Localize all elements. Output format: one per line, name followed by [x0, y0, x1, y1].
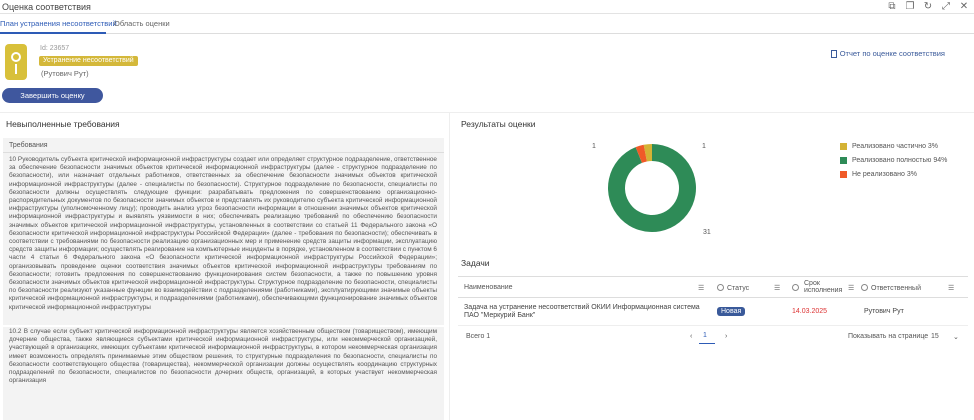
- vertical-divider: [449, 112, 450, 420]
- expand-icon[interactable]: ⤢: [942, 1, 950, 12]
- unmet-requirements-title: Невыполненные требования: [6, 119, 120, 129]
- column-owner[interactable]: Ответственный: [861, 284, 921, 292]
- filter-icon[interactable]: ☰: [774, 285, 781, 292]
- assessment-icon: [5, 44, 27, 80]
- task-status-badge: Новая: [717, 307, 745, 316]
- pie-label: 1: [702, 143, 706, 150]
- per-page-label: Показывать на странице: [848, 333, 929, 340]
- status-badge: Устранение несоответствий: [39, 56, 138, 66]
- copy-icon[interactable]: ⧉: [888, 1, 896, 12]
- report-link-label: Отчет по оценке соответствия: [839, 49, 945, 58]
- tasks-table-header: [458, 276, 968, 298]
- legend-swatch: [840, 171, 847, 178]
- legend-label: Реализовано частично 3%: [852, 142, 939, 150]
- prev-page-icon[interactable]: ‹: [690, 333, 693, 340]
- total-count: Всего 1: [466, 333, 491, 340]
- table-footer: [458, 326, 968, 348]
- current-page-indicator: [699, 343, 715, 344]
- legend-swatch: [840, 143, 847, 150]
- tab-assessment-scope[interactable]: Область оценки: [114, 19, 170, 28]
- legend-label: Реализовано полностью 94%: [852, 156, 948, 164]
- restore-icon[interactable]: ❐: [905, 1, 915, 12]
- finish-assessment-button[interactable]: Завершить оценку: [2, 88, 103, 103]
- column-name[interactable]: Наименование: [464, 284, 513, 291]
- divider: [0, 112, 974, 113]
- column-due[interactable]: Срок исполнения: [804, 280, 843, 294]
- results-title: Результаты оценки: [461, 119, 536, 129]
- task-name-cont: ПАО "Меркурий Банк": [464, 312, 536, 319]
- task-name[interactable]: Задача на устранение несоответствий ОКИИ Информационная система: [464, 304, 700, 311]
- requirements-panel[interactable]: [3, 138, 444, 420]
- tab-remediation-plan[interactable]: План устранения несоответствий: [0, 19, 117, 28]
- legend-item: [840, 167, 947, 181]
- page-number[interactable]: 1: [703, 332, 707, 339]
- title-bar: [0, 0, 974, 14]
- divider: [3, 152, 444, 153]
- results-donut-chart: [590, 140, 714, 236]
- requirement-text: 10.2 В случае если субъект критической информационной инфраструктуры является хозяйственным обществом (товариществом), имеющим дочерние общества, также являющиеся субъектами критической информационной инфраструктуры, или некоммерческой организацией, участвующей в организациях, имеющих субъектами критической информационной инфраструктуры, в котором некоммерческая организация имеет возможность определять принимаемые этим обществом решения, то структурные подразделения по безопасности, специалисты по безопасности соответствующего общества (товарищества), некоммерческой организации должны осуществлять координацию структурных подразделений по безопасности, специалистов по безопасности дочерних обществ, организаций, в которых участвует некоммерческая организация: [9, 328, 437, 385]
- status-icon: [717, 284, 724, 291]
- requirements-column-header: Требования: [9, 142, 48, 149]
- item-id: Id: 23657: [40, 45, 70, 52]
- per-page-select[interactable]: 15: [931, 333, 939, 340]
- filter-icon[interactable]: ☰: [948, 285, 955, 292]
- legend-item: [840, 139, 947, 153]
- chevron-down-icon[interactable]: ⌄: [953, 334, 959, 341]
- tasks-title: Задачи: [461, 258, 490, 268]
- table-row[interactable]: [458, 298, 968, 326]
- clock-icon: [792, 284, 802, 292]
- window-controls: [886, 1, 970, 13]
- task-due-date: 14.03.2025: [792, 308, 828, 315]
- refresh-icon[interactable]: ↻: [923, 1, 933, 12]
- filter-icon[interactable]: ☰: [848, 285, 855, 292]
- divider: [3, 325, 444, 327]
- donut-slice: [608, 144, 696, 232]
- active-tab-indicator: [0, 32, 106, 34]
- user-icon: [861, 284, 868, 291]
- next-page-icon[interactable]: ›: [725, 333, 728, 340]
- requirement-text: 10 Руководитель субъекта критической информационной инфраструктуры создает или определяет структурное подразделение, ответственное за обеспечение безопасности значимых объектов критической информационной инфраструктуры (далее - структурное подразделение по безопасности), или назначает отдельных работников, ответственных за обеспечение безопасности значимых объектов критической информационной инфраструктуры (далее - специалисты по безопасности). Структурное подразделение по безопасности, специалисты по безопасности должны осуществлять следующие функции: разрабатывать предложения по совершенствованию организационно-распорядительных документов по безопасности значимых объектов и представлять их руководителю субъекта критической информационной инфраструктуры (уполномоченному лицу); проводить анализ угроз безопасности информации в отношении значимых объектов критической информационной инфраструктуры и выявлять уязвимости в них; обеспечивать реализацию требований по обеспечению безопасности значимых объектов критической информационной инфраструктуры, установленных в соответствии со статьей 11 Федерального закона «О безопасности критической информационной инфраструктуры Российской Федерации» (далее - требования по безопасности); обеспечивать в соответствии с требованиями по безопасности реализацию организационных мер и применение средств защиты информации, эксплуатацию средств защиты информации; осуществлять реагирование на компьютерные инциденты в порядке, установленном в соответствии с пунктом 6 части 4 статьи 6 Федерального закона «О безопасности критической информационной инфраструктуры Российской Федерации»; организовывать проведение оценки соответствия значимых объектов критической информационной инфраструктуры требованиям по безопасности; готовить предложения по совершенствованию функционирования систем безопасности, а также по повышению уровня безопасности значимых объектов критической информационной инфраструктуры. Структурное подразделение по безопасности, специалисты по безопасности реализуют указанные функции во взаимодействии с подразделениями (работниками), эксплуатирующими значимые объекты критической информационной инфраструктуры, и подразделениями (работниками), обеспечивающими функционирование значимых объектов критической информационной инфраструктуры: [9, 156, 437, 311]
- column-status[interactable]: Статус: [717, 284, 749, 292]
- tab-bar: [0, 14, 974, 34]
- document-icon: [831, 50, 837, 58]
- filter-icon[interactable]: ☰: [698, 285, 705, 292]
- responsible-person: (Рутович Рут): [41, 69, 89, 78]
- legend-item: [840, 153, 947, 167]
- close-icon[interactable]: ✕: [959, 1, 969, 12]
- legend-label: Не реализовано 3%: [852, 170, 917, 178]
- pie-label: 31: [703, 229, 711, 236]
- window-title: Оценка соответствия: [2, 2, 91, 12]
- task-owner: Рутович Рут: [864, 308, 904, 315]
- legend-swatch: [840, 157, 847, 164]
- report-link[interactable]: [831, 49, 945, 58]
- chart-legend: [840, 139, 947, 181]
- pie-label: 1: [592, 143, 596, 150]
